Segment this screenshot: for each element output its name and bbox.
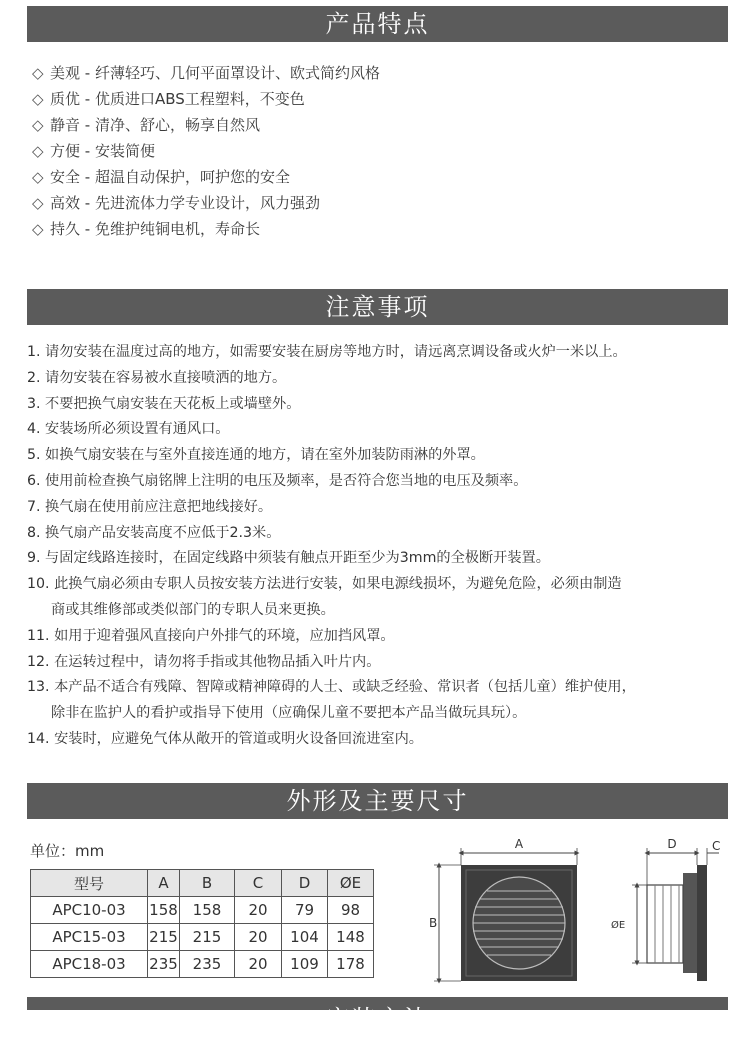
note-item: 3. 不要把换气扇安装在天花板上或墙壁外。 — [27, 395, 301, 412]
diamond-bullet-icon: ◇ — [32, 64, 44, 82]
diamond-bullet-icon: ◇ — [32, 220, 44, 238]
note-item: 5. 如换气扇安装在与室外直接连通的地方，请在室外加装防雨淋的外罩。 — [27, 447, 485, 464]
dim-label-e: ØE — [611, 920, 626, 931]
note-item: 2. 请勿安装在容易被水直接喷洒的地方。 — [27, 369, 287, 386]
cell-model: APC15-03 — [31, 924, 148, 951]
note-item: 8. 换气扇产品安装高度不应低于2.3米。 — [27, 524, 281, 541]
fan-dimension-drawing — [425, 835, 745, 985]
header-a: A — [148, 870, 180, 897]
side-view — [611, 837, 720, 981]
note-item — [27, 675, 745, 727]
note-item: 9. 与固定线路连接时，在固定线路中须装有触点开距至少为3mm的全极断开装置。 — [27, 550, 550, 567]
cell-b: 215 — [180, 924, 235, 951]
diamond-bullet-icon: ◇ — [32, 168, 44, 186]
cell-a: 215 — [148, 924, 180, 951]
diamond-bullet-icon: ◇ — [32, 90, 44, 108]
note-continuation: 商或其维修部或类似部门的专职人员来更换。 — [51, 601, 335, 618]
dimensions-title-banner: 外形及主要尺寸 — [27, 783, 728, 819]
cell-b: 158 — [180, 897, 235, 924]
table-header-row — [31, 870, 374, 897]
table-row — [31, 897, 374, 924]
feature-list — [32, 60, 380, 242]
header-model: 型号 — [31, 870, 148, 897]
cell-model: APC18-03 — [31, 951, 148, 978]
feature-item: ◇ 安全 - 超温自动保护，呵护您的安全 — [32, 164, 380, 190]
table-row — [31, 951, 374, 978]
dim-label-b: B — [429, 916, 438, 930]
cell-e: 178 — [328, 951, 374, 978]
cell-d: 79 — [282, 897, 328, 924]
header-e: ØE — [328, 870, 374, 897]
diamond-bullet-icon: ◇ — [32, 116, 44, 134]
diamond-bullet-icon: ◇ — [32, 194, 44, 212]
feature-item: ◇ 高效 - 先进流体力学专业设计，风力强劲 — [32, 190, 380, 216]
note-item: 11. 如用于迎着强风直接向户外排气的环境，应加挡风罩。 — [27, 627, 395, 644]
feature-item: ◇ 静音 - 清净、舒心，畅享自然风 — [32, 112, 380, 138]
note-continuation: 除非在监护人的看护或指导下使用（应确保儿童不要把本产品当做玩具玩）。 — [51, 705, 527, 722]
cell-b: 235 — [180, 951, 235, 978]
cell-model: APC10-03 — [31, 897, 148, 924]
dim-label-c: C — [712, 839, 721, 853]
feature-item: ◇ 持久 - 免维护纯铜电机，寿命长 — [32, 216, 380, 242]
note-item: 4. 安装场所必须设置有通风口。 — [27, 421, 230, 438]
header-d: D — [282, 870, 328, 897]
note-line: 13. 本产品不适合有残障、智障或精神障碍的人士、或缺乏经验、常识者（包括儿童）维护使用， — [27, 679, 636, 696]
cell-d: 109 — [282, 951, 328, 978]
install-title-banner: 安装方法 — [27, 997, 728, 1010]
table-row — [31, 924, 374, 951]
header-c: C — [235, 870, 282, 897]
dimensions-table — [30, 869, 374, 978]
diamond-bullet-icon: ◇ — [32, 142, 44, 160]
cell-e: 148 — [328, 924, 374, 951]
notes-list — [27, 340, 745, 753]
cell-c: 20 — [235, 897, 282, 924]
dim-label-d: D — [667, 837, 677, 851]
feature-item: ◇ 方便 - 安装简便 — [32, 138, 380, 164]
features-title-banner: 产品特点 — [27, 6, 728, 42]
cell-a: 235 — [148, 951, 180, 978]
header-b: B — [180, 870, 235, 897]
cell-e: 98 — [328, 897, 374, 924]
note-item: 6. 使用前检查换气扇铭牌上注明的电压及频率，是否符合您当地的电压及频率。 — [27, 472, 528, 489]
note-item: 1. 请勿安装在温度过高的地方，如需要安装在厨房等地方时，请远离烹调设备或火炉一米以上。 — [27, 344, 627, 360]
feature-item: ◇ 质优 - 优质进口ABS工程塑料，不变色 — [32, 86, 380, 112]
unit-label: 单位：mm — [30, 842, 105, 860]
note-item: 12. 在运转过程中，请勿将手指或其他物品插入叶片内。 — [27, 653, 381, 670]
cell-c: 20 — [235, 924, 282, 951]
dim-label-a: A — [514, 837, 524, 851]
cell-a: 158 — [148, 897, 180, 924]
front-view — [429, 837, 577, 981]
note-line: 10. 此换气扇必须由专职人员按安装方法进行安装，如果电源线损坏，为避免危险，必须由制造 — [27, 576, 622, 593]
note-item — [27, 572, 745, 624]
feature-item: ◇ 美观 - 纤薄轻巧、几何平面罩设计、欧式简约风格 — [32, 60, 380, 86]
notes-title-banner: 注意事项 — [27, 289, 728, 325]
note-item: 14. 安装时，应避免气体从敞开的管道或明火设备回流进室内。 — [27, 730, 423, 747]
cell-c: 20 — [235, 951, 282, 978]
cell-d: 104 — [282, 924, 328, 951]
note-item: 7. 换气扇在使用前应注意把地线接好。 — [27, 498, 273, 515]
